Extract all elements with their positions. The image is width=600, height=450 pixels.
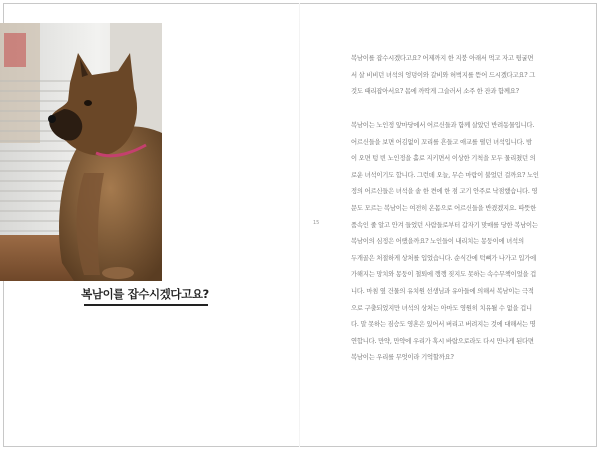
text-line: 것도 때리잡아서요? 몸에 까딱게 그슬러서 소주 한 잔과 함께요? [351,88,519,96]
text-line: 정의 어르신들은 녀석을 솥 한 켠에 한 점 고기 안주로 낙점했습니다. 영 [351,188,538,196]
text-line: 으로 구출되었지만 녀석의 상처는 아마도 영원히 치유될 수 없을 겁니 [351,304,532,312]
text-line: 복남이를 잡수시겠다고요? 어제까지 한 지붕 아래서 먹고 자고 뒹굴면 [351,55,534,62]
text-line: 연합니다. 만약, 만약에 우리가 혹시 바랍으로라도 다시 만나게 된다면 [351,337,534,345]
photo-caption: 복남이를 잡수시겠다고요? [81,287,209,301]
text-line: 어르신들을 보면 어김없이 꼬리를 흔들고 애교를 떨던 녀석입니다. 밤 [351,138,532,146]
text-line: 다. 말 못하는 짐승도 영혼은 있어서 버리고 버려지는 것에 대해서는 명 [351,321,536,329]
text-line: 품속인 줄 알고 안겨 들었던 사람들로부터 갑자기 맞매를 당한 복남이는 [351,221,538,229]
caption-underline [84,304,208,306]
text-line: 니다. 마침 옆 건물의 유치원 선생님과 유아들에 의해서 복남이는 극적 [351,287,534,295]
text-line: 문도 모르는 복남이는 여전히 온몸으로 어르신들을 반겼겠지요. 따뜻한 [351,204,537,212]
page-number: 15 [313,220,320,226]
puppy-photo [0,23,162,281]
text-line: 복남이는 노인정 앞마당에서 어르신들과 함께 살았던 반려동물입니다. [351,122,535,129]
text-line: 로운 녀석이기도 합니다. 그런데 오늘, 무슨 마람이 불었던 걸까요? 노인 [351,171,539,179]
page-gutter [299,3,300,447]
puppy-illustration [0,23,162,281]
paragraph-2 [351,118,573,367]
text-line: 가해지는 망치와 몽둥이 철퇴에 깽깽 짖지도 못하는 속수무책이었을 겁 [351,271,537,279]
text-line: 두개골은 처절하게 상처를 입었습니다. 순식간에 턱뼈가 나가고 입가에 [351,254,537,262]
paragraph-1 [351,51,573,101]
text-line: 이 오면 텅 빈 노인정을 홀로 지키면서 이상한 기척을 모두 물리쳤던 의 [351,155,536,163]
text-line: 복남이는 우리를 무엇이라 기억할까요? [351,354,454,362]
text-line: 복남이의 심정은 어땠을까요? 노인들이 내리치는 몽둥이에 녀석의 [351,238,524,246]
text-line: 서 살 비비던 녀석의 엉덩이와 갈비와 허벅지를 뜯어 드시겠다고요? 그 [351,71,536,79]
